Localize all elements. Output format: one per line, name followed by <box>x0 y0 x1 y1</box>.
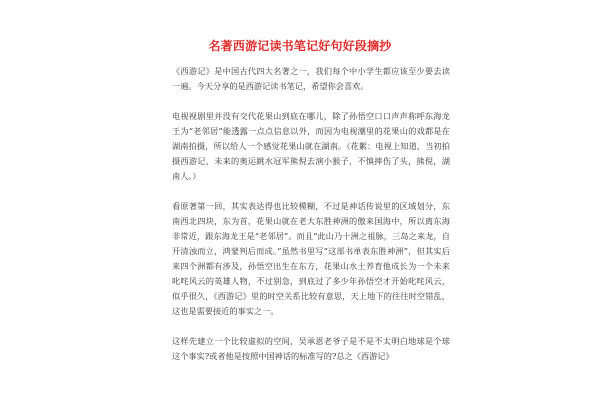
paragraph-original-text: 看原著第一回，其实表达得也比较模糊，不过是神话传说里的区域划分，东南西北四块，东为首，花果山就在老大东胜神洲的傲来国海中，所以离东海非常近，跟东海龙王是“老邻居”。而且“此山乃十洲之祖脉，三岛之来龙，自开清浊而立，鸿蒙判后而成。”虽然书里写“这部书单表东胜神洲”，但其实后来四个洲都有涉及，孙悟空出生在东方，花果山水土养育他成长为一个未来叱咤风云的英雄人物，不过别急，到底过了多少年孙悟空才开始叱咤风云，似乎很久，《西游记》里的时空关系比较有意思，天上地下的往往时空错乱，这也是需要接近的事实之一。 <box>172 201 450 316</box>
paragraph-intro: 《西游记》是中国古代四大名著之一，我们每个中小学生都应该至少要去读一遍。今天分享的是西游记读书笔记，希望你会喜欢。 <box>172 66 450 91</box>
paragraph-tv-series: 电视视剧里并没有交代花果山到底在哪儿，除了孙悟空口口声声称呼东海龙王为“老邻居”能透露一点点信息以外，而因为电视潮里的花果山的戏都是在湖南拍摄，所以给人一个感觉花果山就在湖南。（花絮：电视上知道，当初拍摄西游记，未来的奥运跳水冠军熊倪去演小猴子，不慎摔伤了头，熊倪，湖南人。） <box>172 111 450 181</box>
document-title: 名著西游记读书笔记好句好段摘抄 <box>208 39 392 53</box>
document-body <box>172 64 450 379</box>
paragraph-virtual-space: 这样先建立一个比较虚拟的空间，吴承恩老爷子是不是不太明白地球是个球这个事实?或者他是按照中国神话的标准写的?总之《西游记》 <box>172 336 450 361</box>
